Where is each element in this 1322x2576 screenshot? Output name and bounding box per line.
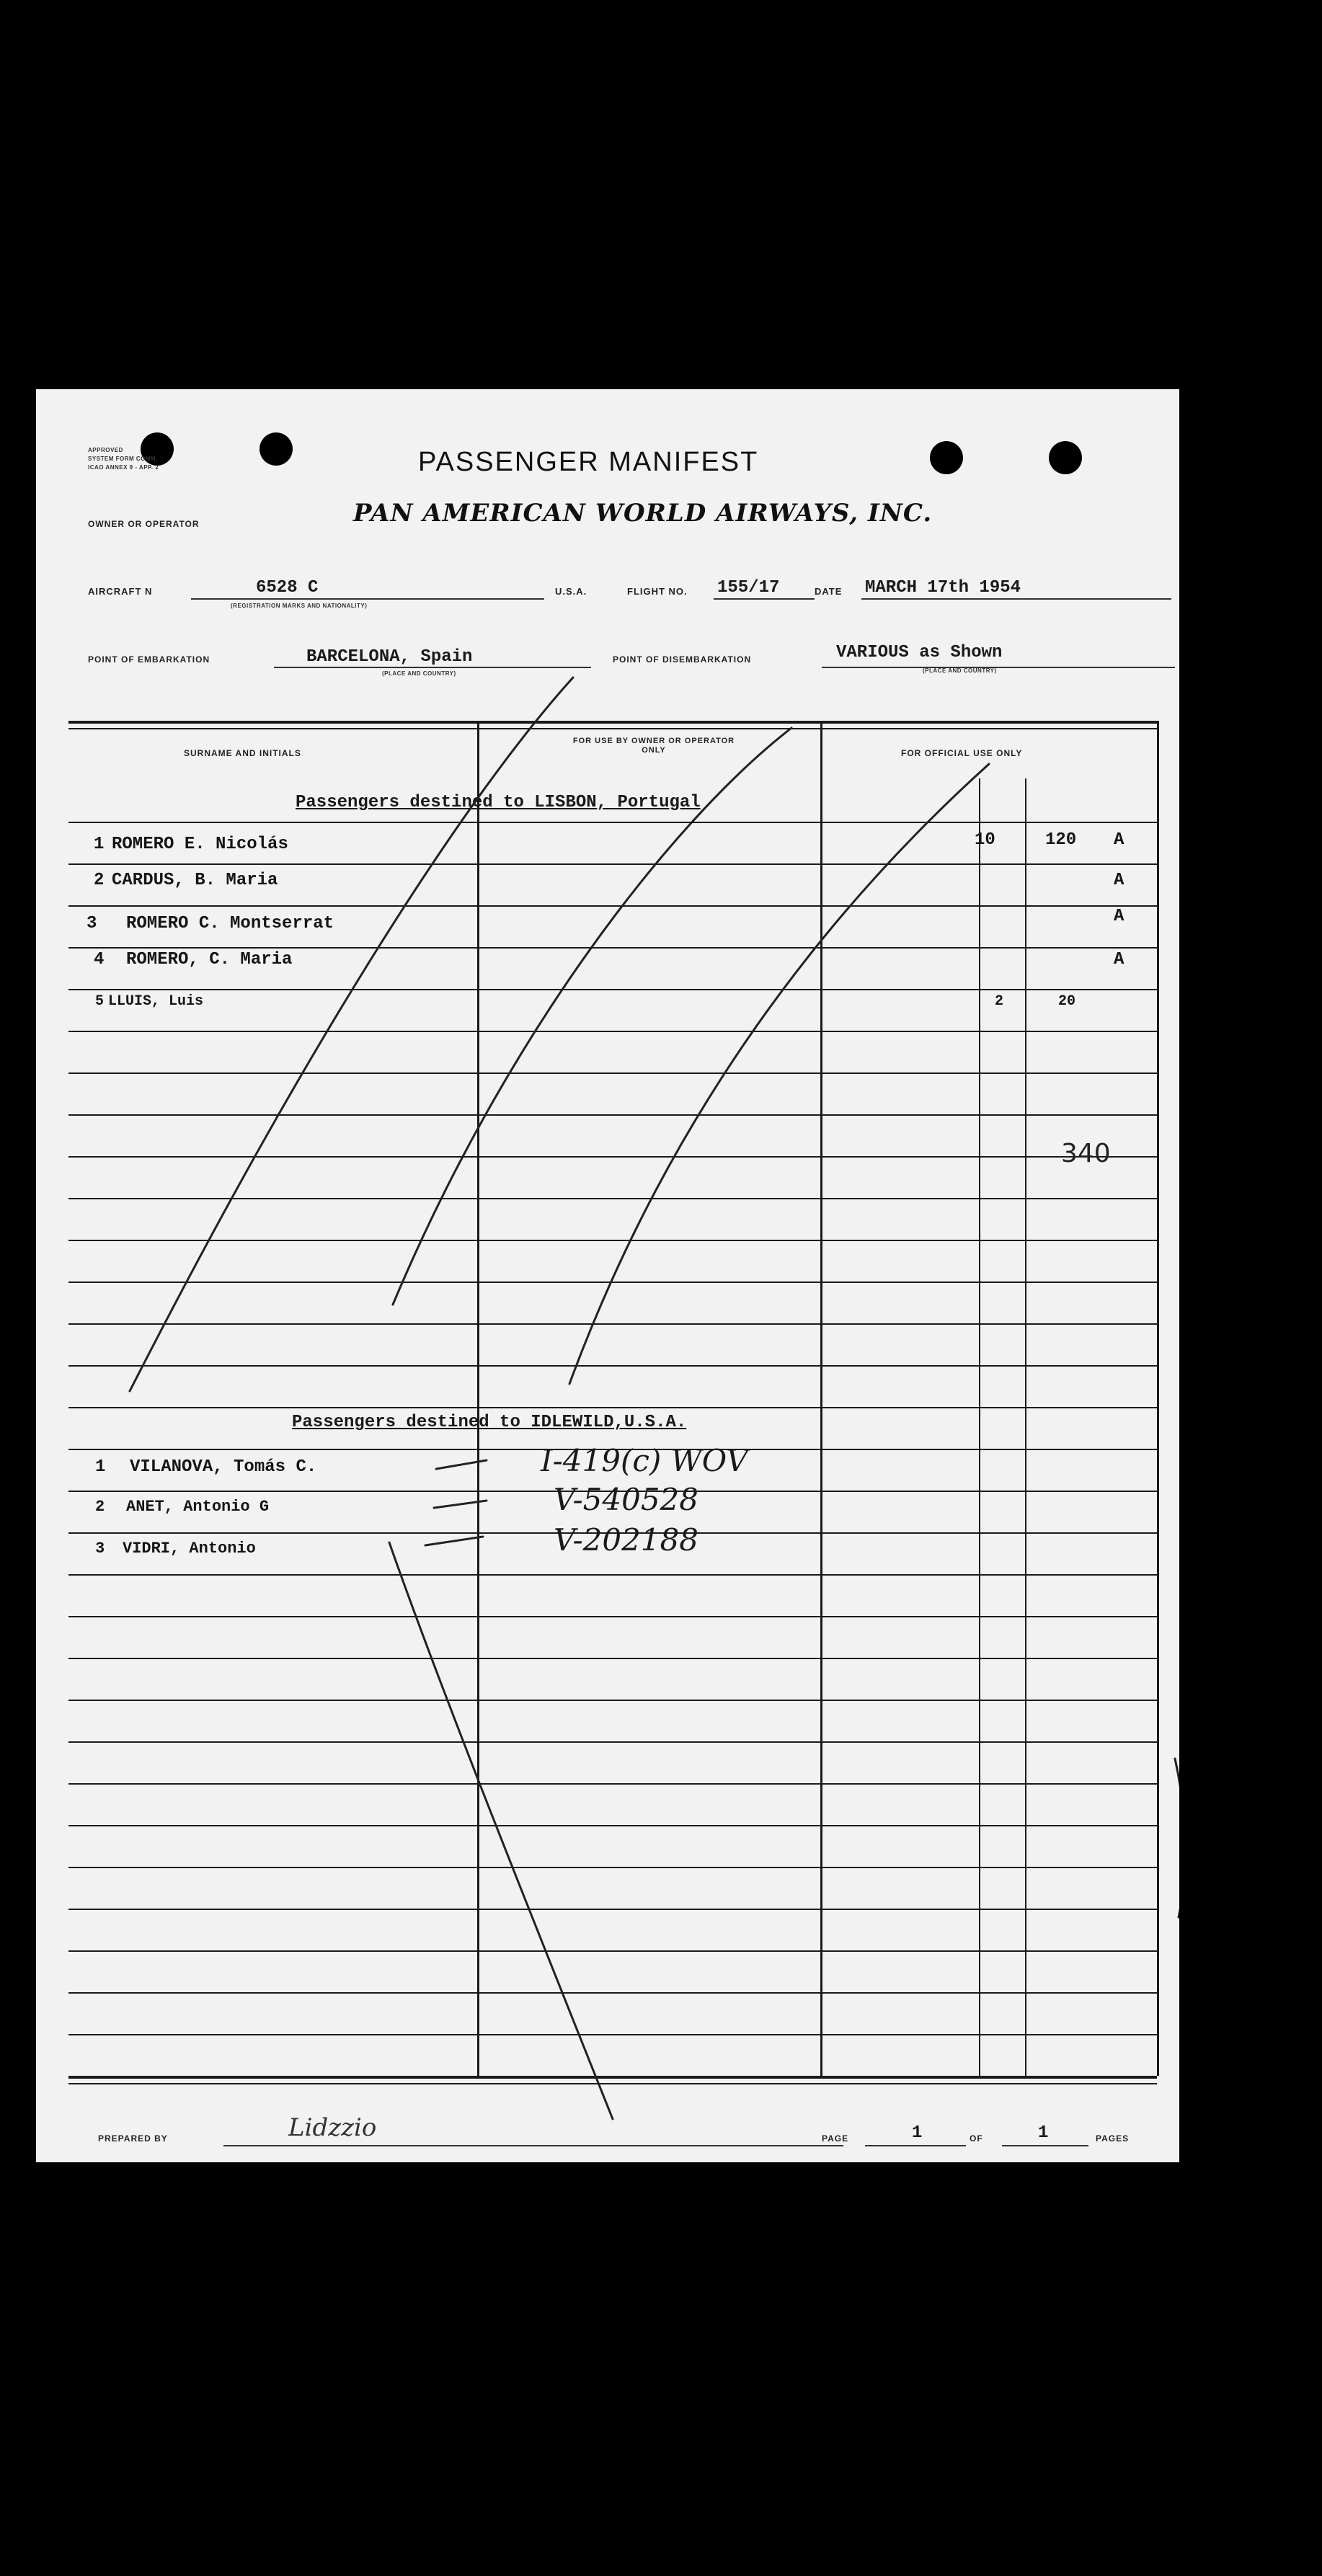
- row-number: 2: [95, 1498, 105, 1516]
- aircraft-label: AIRCRAFT N: [88, 586, 153, 597]
- pages-label: PAGES: [1096, 2133, 1130, 2144]
- row-number: 3: [86, 914, 97, 933]
- embarkation-sublabel: (PLACE AND COUNTRY): [382, 670, 456, 677]
- row-number: 1: [95, 1457, 106, 1477]
- page-title: PASSENGER MANIFEST: [418, 447, 759, 477]
- passenger-name: LLUIS, Luis: [108, 993, 204, 1010]
- disembarkation-label: POINT OF DISEMBARKATION: [613, 654, 752, 665]
- pen-strokes: [36, 389, 1179, 2162]
- row-number: 3: [95, 1540, 105, 1558]
- visa-note: V-202188: [554, 1522, 698, 1558]
- flight-date: MARCH 17th 1954: [865, 578, 1021, 598]
- handwritten-total: 340: [1061, 1139, 1111, 1168]
- passenger-name: VILANOVA, Tomás C.: [130, 1457, 317, 1477]
- official-col3: A: [1114, 830, 1124, 850]
- row-number: 2: [94, 871, 105, 890]
- owner-label: OWNER OR OPERATOR: [88, 519, 200, 529]
- official-col2: 20: [1058, 993, 1076, 1010]
- flight-label: FLIGHT NO.: [627, 586, 688, 597]
- official-col1: 10: [975, 830, 995, 850]
- official-col1: 2: [995, 993, 1004, 1010]
- aircraft-registration: 6528 C: [256, 578, 319, 598]
- approval-line: ICAO ANNEX 9 - APP. 2: [88, 464, 159, 471]
- embarkation-point: BARCELONA, Spain: [306, 647, 473, 667]
- official-col3: A: [1114, 871, 1124, 890]
- section-heading-idlewild: Passengers destined to IDLEWILD,U.S.A.: [292, 1413, 687, 1432]
- passenger-name: ROMERO, C. Maria: [126, 950, 293, 969]
- aircraft-sublabel: (REGISTRATION MARKS AND NATIONALITY): [231, 603, 368, 609]
- of-label: OF: [970, 2133, 983, 2144]
- row-number: 1: [94, 835, 105, 854]
- approval-line: APPROVED: [88, 447, 123, 453]
- passenger-name: ROMERO E. Nicolás: [112, 835, 288, 854]
- column-header-name: SURNAME AND INITIALS: [184, 748, 301, 758]
- approval-line: SYSTEM FORM COMM.: [88, 456, 158, 462]
- row-number: 5: [95, 993, 105, 1010]
- official-col3: A: [1114, 907, 1124, 926]
- manifest-sheet: [36, 389, 1179, 2162]
- preparer-signature: Lidzzio: [288, 2113, 377, 2142]
- date-label: DATE: [815, 586, 843, 597]
- passenger-name: CARDUS, B. Maria: [112, 871, 278, 890]
- disembarkation-sublabel: (PLACE AND COUNTRY): [923, 667, 997, 674]
- passenger-name: ANET, Antonio G: [126, 1498, 270, 1516]
- visa-note: I-419(c) WOV: [541, 1443, 748, 1478]
- airline-name: PAN AMERICAN WORLD AIRWAYS, INC.: [353, 499, 933, 528]
- prepared-by-label: PREPARED BY: [98, 2133, 168, 2144]
- disembarkation-point: VARIOUS as Shown: [836, 643, 1003, 662]
- section-heading-lisbon: Passengers destined to LISBON, Portugal: [296, 793, 701, 812]
- page-number: 1: [912, 2123, 923, 2143]
- column-header-owner-use: FOR USE BY OWNER OR OPERATOR ONLY: [572, 737, 735, 755]
- passenger-name: ROMERO C. Montserrat: [126, 914, 334, 933]
- visa-note: V-540528: [554, 1482, 698, 1517]
- column-header-official-use: FOR OFFICIAL USE ONLY: [901, 748, 1023, 758]
- embarkation-label: POINT OF EMBARKATION: [88, 654, 210, 665]
- passenger-name: VIDRI, Antonio: [123, 1540, 256, 1558]
- official-col2: 120: [1045, 830, 1077, 850]
- page-label: PAGE: [822, 2133, 849, 2144]
- country-label: U.S.A.: [555, 586, 587, 597]
- official-col3: A: [1114, 950, 1124, 969]
- flight-number: 155/17: [717, 578, 780, 598]
- row-number: 4: [94, 950, 105, 969]
- total-pages: 1: [1038, 2123, 1049, 2143]
